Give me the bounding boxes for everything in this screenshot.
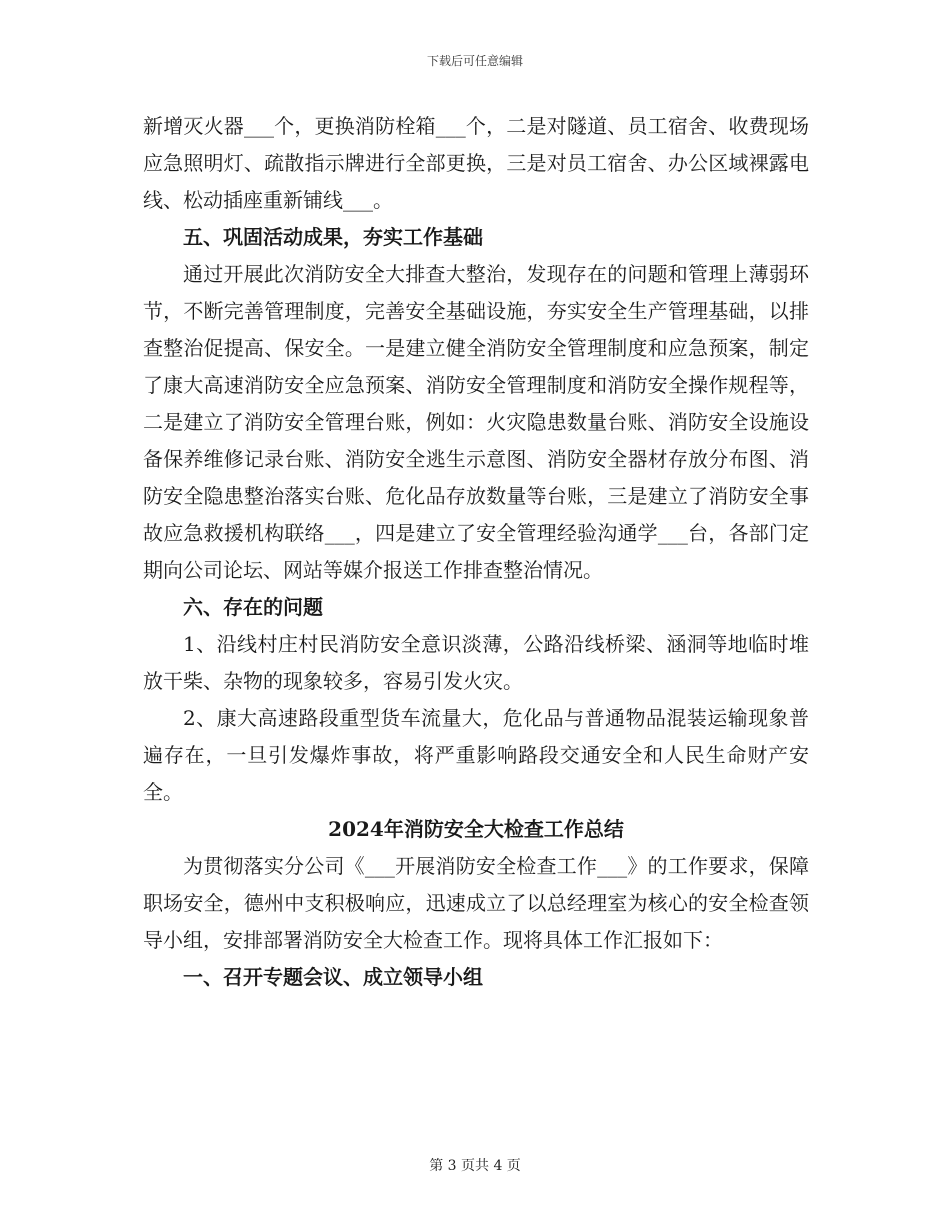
- paragraph-consolidate-results: 通过开展此次消防安全大排查大整治，发现存在的问题和管理上薄弱环节，不断完善管理制度，完善安全基础设施，夯实安全生产管理基础，以排查整治促提高、保安全。一是建立健全消防安全管理制度和应急预案，制定了康大高速消防安全应急预案、消防安全管理制度和消防安全操作规程等，二是建立了消防安全管理台账，例如：火灾隐患数量台账、消防安全设施设备保养维修记录台账、消防安全逃生示意图、消防安全器材存放分布图、消防安全隐患整治落实台账、危化品存放数量等台账，三是建立了消防安全事故应急救援机构联络___，四是建立了安全管理经验沟通学___台，各部门定期向公司论坛、网站等媒介报送工作排查整治情况。: [143, 262, 809, 582]
- document-title: 2024年消防安全大检查工作总结: [328, 817, 624, 841]
- paragraph-problem-1: 1、沿线村庄村民消防安全意识淡薄，公路沿线桥梁、涵洞等地临时堆放干柴、杂物的现象较多，容易引发火灾。: [143, 632, 809, 693]
- section-heading-5: 五、巩固活动成果，夯实工作基础: [183, 225, 483, 249]
- section-heading-6: 六、存在的问题: [183, 595, 323, 619]
- paragraph-problem-2: 2、康大高速路段重型货车流量大，危化品与普通物品混装运输现象普遍存在，一旦引发爆炸事故，将严重影响路段交通安全和人民生命财产安全。: [143, 706, 809, 804]
- paragraph-intro: 为贯彻落实分公司《___开展消防安全检查工作___》的工作要求，保障职场安全，德州中支积极响应，迅速成立了以总经理室为核心的安全检查领导小组，安排部署消防安全大检查工作。现将具体工作汇报如下：: [143, 854, 809, 952]
- page-footer: 第 3 页共 4 页: [429, 1158, 521, 1174]
- page-header: 下载后可任意编辑: [426, 54, 523, 68]
- section-heading-1: 一、召开专题会议、成立领导小组: [183, 965, 483, 989]
- document-body: [143, 108, 809, 996]
- paragraph-fire-equipment-update: 新增灭火器___个，更换消防栓箱___个，二是对隧道、员工宿舍、收费现场应急照明灯、疏散指示牌进行全部更换，三是对员工宿舍、办公区域裸露电线、松动插座重新铺线___。: [143, 114, 809, 212]
